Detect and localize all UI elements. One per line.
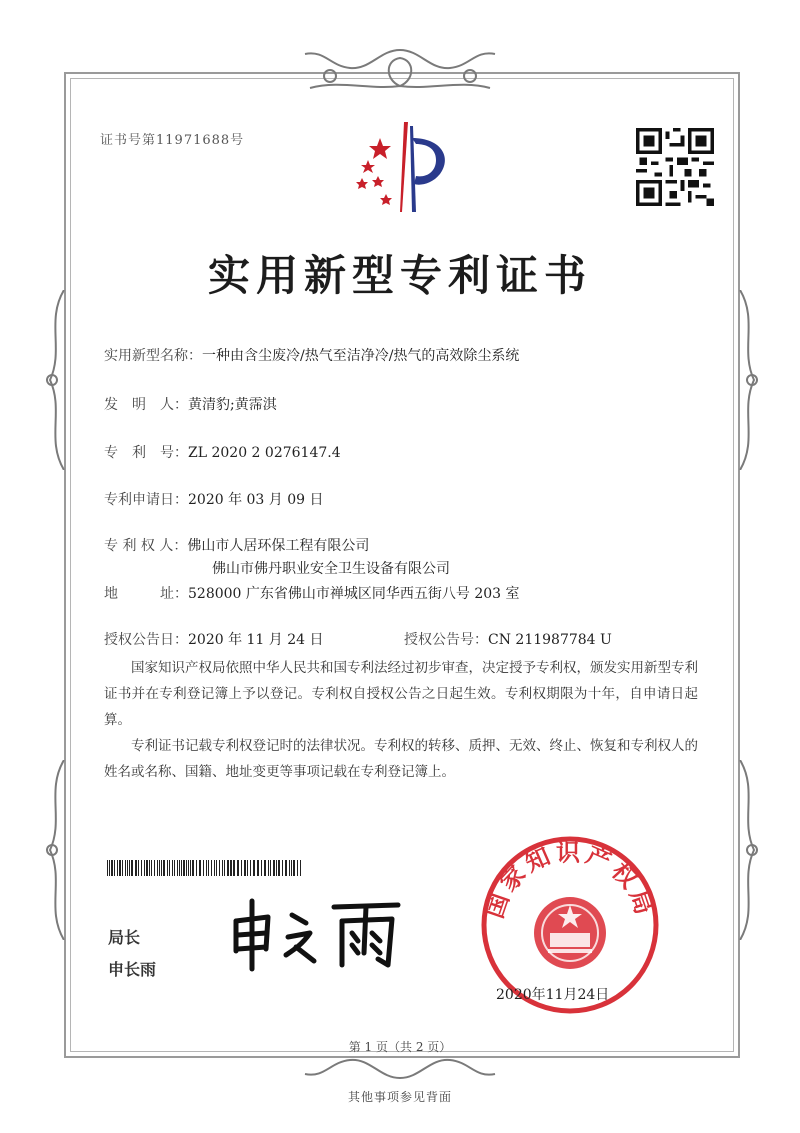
field-inventor (104, 394, 277, 414)
director-title: 局长 (108, 928, 141, 947)
field-value: ZL 2020 2 0276147.4 (188, 445, 341, 461)
barcode-icon (107, 860, 305, 876)
field-grant-announcement-date (104, 629, 324, 649)
field-address (104, 583, 520, 603)
back-note: 其他事项参见背面 (347, 1090, 452, 1104)
page-number: 第 1 页（共 2 页） (348, 1040, 452, 1054)
right-top-ornament-icon (734, 290, 764, 470)
field-patent-number (104, 442, 341, 462)
field-application-date (104, 489, 324, 509)
qr-code-icon (636, 128, 714, 206)
field-value: CN 211987784 U (488, 632, 612, 648)
field-label: 授权公告号： (404, 632, 488, 648)
field-label: 授权公告日： (104, 632, 188, 648)
field-value: 528000 广东省佛山市禅城区同华西五街八号 203 室 (188, 586, 520, 602)
field-patentee (104, 535, 369, 555)
director-name: 申长雨 (108, 960, 157, 979)
field-label: 专利申请日： (104, 492, 188, 508)
top-ornament-icon (290, 40, 510, 96)
field-grant-announcement-number (404, 629, 612, 649)
paragraph-legal-status: 专利证书记载专利权登记时的法律状况。专利权的转移、质押、无效、终止、恢复和专利权人的姓名或名称、国籍、地址变更等事项记载在专利登记簿上。 (104, 738, 698, 780)
field-value: 佛山市人居环保工程有限公司 (187, 538, 370, 554)
field-label: 实用新型名称： (104, 348, 202, 364)
field-patentee-second (212, 558, 450, 578)
field-label: 发 明 人： (104, 397, 188, 413)
certificate-number: 证书号第11971688号 (100, 133, 245, 148)
field-value: 一种由含尘废冷/热气至洁净冷/热气的高效除尘系统 (202, 348, 520, 364)
left-top-ornament-icon (40, 290, 70, 470)
page-title: 实用新型专利证书 (207, 251, 592, 300)
seal-text: 国家知识产权局 (479, 837, 661, 922)
field-value: 2020 年 11 月 24 日 (188, 632, 324, 648)
field-label: 专 利 号： (104, 445, 188, 461)
national-emblem-icon (534, 897, 606, 969)
paragraph-grant-statement: 国家知识产权局依照中华人民共和国专利法经过初步审查，决定授予专利权，颁发实用新型专利证书并在专利登记簿上予以登记。专利权自授权公告之日起生效。专利权期限为十年，自申请日起算。 (104, 660, 698, 728)
director-signature (222, 893, 412, 973)
field-label: 地 址： (104, 586, 188, 602)
field-utility-model-name (104, 345, 519, 365)
issue-date: 2020年11月24日 (496, 987, 610, 1003)
patent-emblem-icon (340, 118, 460, 218)
left-bottom-ornament-icon (40, 760, 70, 940)
field-value: 黄清豹;黄霈淇 (188, 397, 277, 413)
field-value: 佛山市佛丹职业安全卫生设备有限公司 (212, 561, 450, 577)
right-bottom-ornament-icon (734, 760, 764, 940)
field-label: 专 利 权 人： (104, 538, 188, 554)
field-value: 2020 年 03 月 09 日 (188, 492, 324, 508)
